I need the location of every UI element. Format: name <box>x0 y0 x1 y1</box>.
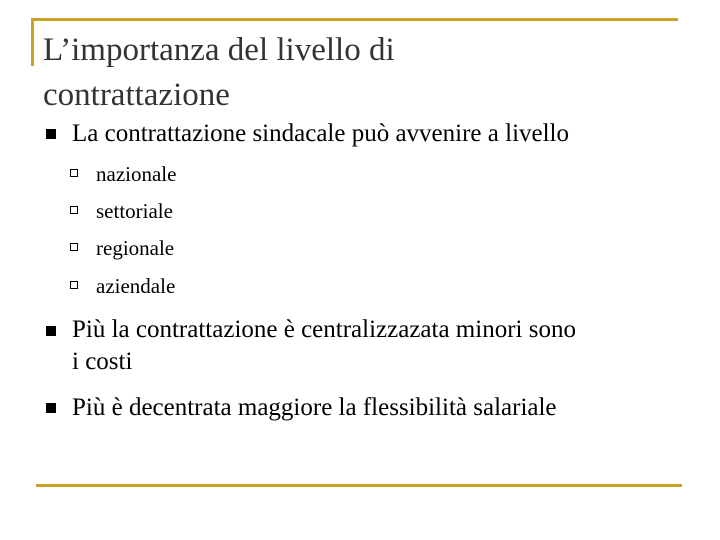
square-bullet-icon <box>46 403 56 413</box>
bullet-text: Più è decentrata maggiore la flessibilità salariale <box>72 394 557 421</box>
top-rule <box>31 18 678 21</box>
bullet-text-line-2: i costi <box>72 348 133 375</box>
bullet-text-line-1: Più la contrattazione è centralizzazata minori sono <box>72 316 576 343</box>
slide-title <box>43 28 643 118</box>
square-bullet-icon <box>46 326 56 336</box>
hollow-square-bullet-icon <box>70 281 78 289</box>
left-rule <box>31 18 34 66</box>
sub-item-text: aziendale <box>96 274 176 298</box>
hollow-square-bullet-icon <box>70 206 78 214</box>
bullet-text: La contrattazione sindacale può avvenire a livello <box>72 120 569 147</box>
hollow-square-bullet-icon <box>70 243 78 251</box>
title-line-1: L’importanza del livello di <box>43 32 395 68</box>
sub-item-text: nazionale <box>96 162 177 186</box>
sub-item-text: regionale <box>96 236 175 260</box>
sub-item-text: settoriale <box>96 199 173 223</box>
square-bullet-icon <box>46 129 56 139</box>
title-line-2: contrattazione <box>43 77 230 113</box>
bottom-rule <box>36 484 682 487</box>
hollow-square-bullet-icon <box>70 169 78 177</box>
